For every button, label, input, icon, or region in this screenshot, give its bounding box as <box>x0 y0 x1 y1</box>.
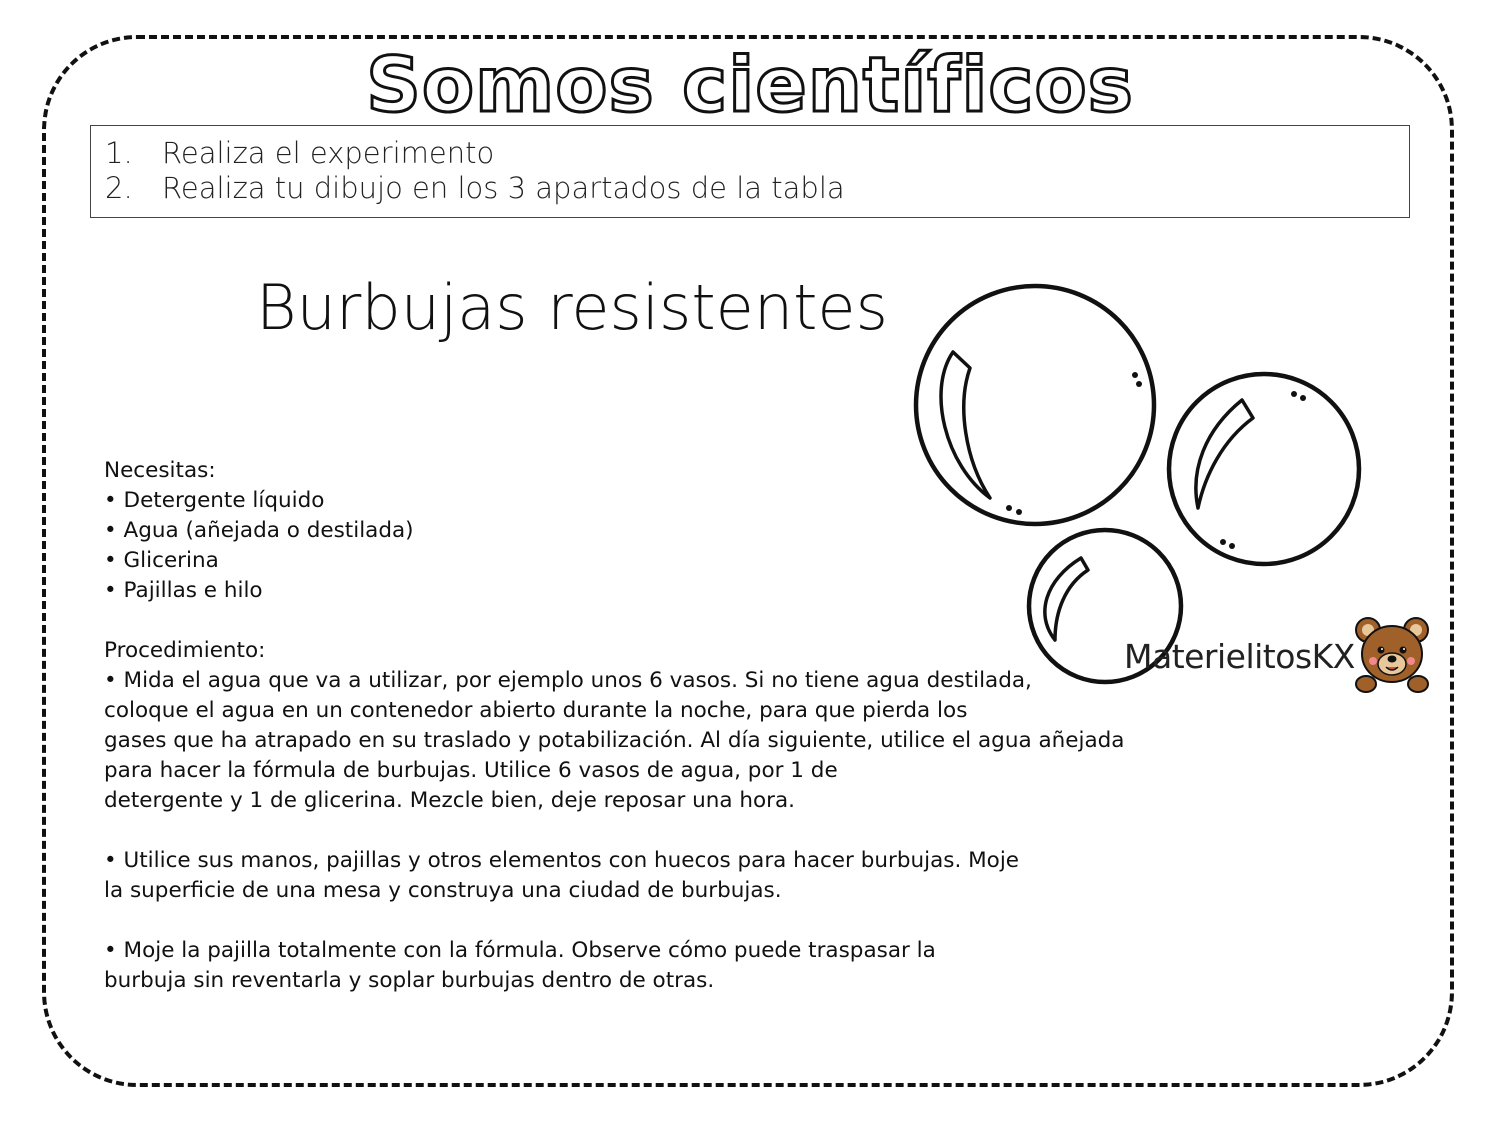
bubble-right <box>1169 374 1359 564</box>
procedure-line: para hacer la fórmula de burbujas. Utilice 6 vasos de agua, por 1 de <box>104 758 838 783</box>
procedure-line: la superficie de una mesa y construya una ciudad de burbujas. <box>104 878 782 903</box>
instruction-text: Realiza el experimento <box>162 136 495 170</box>
procedure-line: • Utilice sus manos, pajillas y otros elementos con huecos para hacer burbujas. Moje <box>104 848 1020 873</box>
activity-title: Burbujas resistentes <box>256 271 888 344</box>
bear-icon <box>1352 614 1432 694</box>
instruction-text: Realiza tu dibujo en los 3 apartados de la tabla <box>162 171 845 205</box>
instruction-item <box>105 136 1409 171</box>
procedure-line: detergente y 1 de glicerina. Mezcle bien, deje reposar una hora. <box>104 788 796 813</box>
instructions-box <box>90 125 1410 218</box>
material-item: • Glicerina <box>104 548 219 573</box>
procedure-heading: Procedimiento: <box>104 638 266 663</box>
instruction-number: 2. <box>105 171 133 205</box>
procedure-line: burbuja sin reventarla y soplar burbujas dentro de otras. <box>104 968 715 993</box>
procedure-line: • Moje la pajilla totalmente con la fórmula. Observe cómo puede traspasar la <box>104 938 936 963</box>
page-title: Somos científicos <box>366 40 1134 129</box>
experiment-text <box>104 456 1144 996</box>
materials-heading: Necesitas: <box>104 458 216 483</box>
brand-watermark: MaterielitosKX <box>1124 637 1355 676</box>
material-item: • Pajillas e hilo <box>104 578 263 603</box>
material-item: • Detergente líquido <box>104 488 325 513</box>
material-item: • Agua (añejada o destilada) <box>104 518 414 543</box>
instruction-number: 1. <box>105 136 133 170</box>
procedure-line: • Mida el agua que va a utilizar, por ejemplo unos 6 vasos. Si no tiene agua destilada, <box>104 668 1032 693</box>
instruction-item <box>105 171 1409 206</box>
procedure-line: coloque el agua en un contenedor abierto durante la noche, para que pierda los <box>104 698 968 723</box>
procedure-line: gases que ha atrapado en su traslado y potabilización. Al día siguiente, utilice el agua añejada <box>104 728 1125 753</box>
